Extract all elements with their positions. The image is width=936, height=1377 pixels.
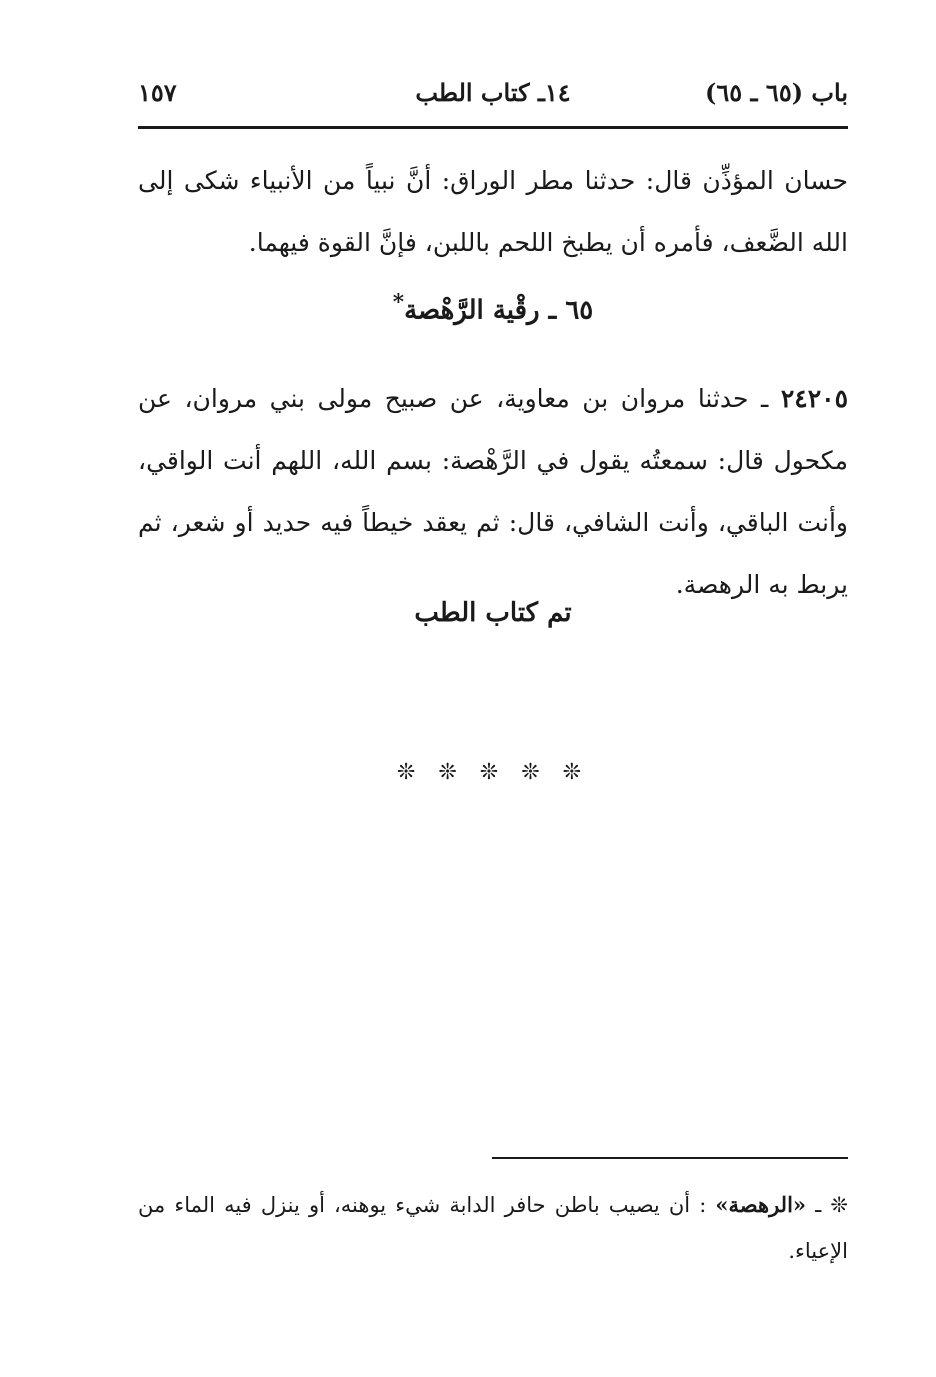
chapter-reference: باب (٦٥ ـ ٦٥) [705, 78, 848, 107]
footnote-definition: : أن يصيب باطن حافر الدابة شيء يوهنه، أو ينزل فيه الماء من الإعياء. [138, 1193, 848, 1263]
hadith-paragraph [138, 368, 848, 616]
footnote-term: «الرهصة» [715, 1192, 807, 1217]
footnote-marker-text: ❊ ـ [806, 1193, 848, 1217]
running-header [138, 78, 848, 122]
section-heading [138, 290, 848, 326]
page-number: ١٥٧ [138, 78, 177, 107]
footnote-marker: * [392, 290, 405, 315]
footnote [138, 1182, 848, 1274]
header-divider [138, 126, 848, 129]
hadith-text: ـ حدثنا مروان بن معاوية، عن صبيح مولى بني مروان، عن مكحول قال: سمعتُه يقول في الرَّهْصة: بسم الله، اللهم أنت الواقي، وأنت الباقي، وأنت الشافي، قال: ثم يعقد خيطاً فيه حديد أو شعر، ثم يربط به الرهصة. [138, 384, 848, 599]
ornament-stars: ❊ ❊ ❊ ❊ ❊ [396, 760, 590, 785]
section-heading-text: ٦٥ ـ رقْية الرَّهْصة [404, 295, 594, 326]
hadith-number: ٢٤٢٠٥ [780, 384, 848, 413]
book-title: ١٤ـ كتاب الطب [415, 78, 571, 107]
footnote-divider [492, 1157, 848, 1159]
paragraph-continuation: حسان المؤذِّن قال: حدثنا مطر الوراق: أنَّ نبياً من الأنبياء شكى إلى الله الضَّعف، فأمره أن يطبخ اللحم باللبن، فإنَّ القوة فيهما. [138, 166, 848, 257]
book-end-title: تم كتاب الطب [414, 598, 572, 628]
